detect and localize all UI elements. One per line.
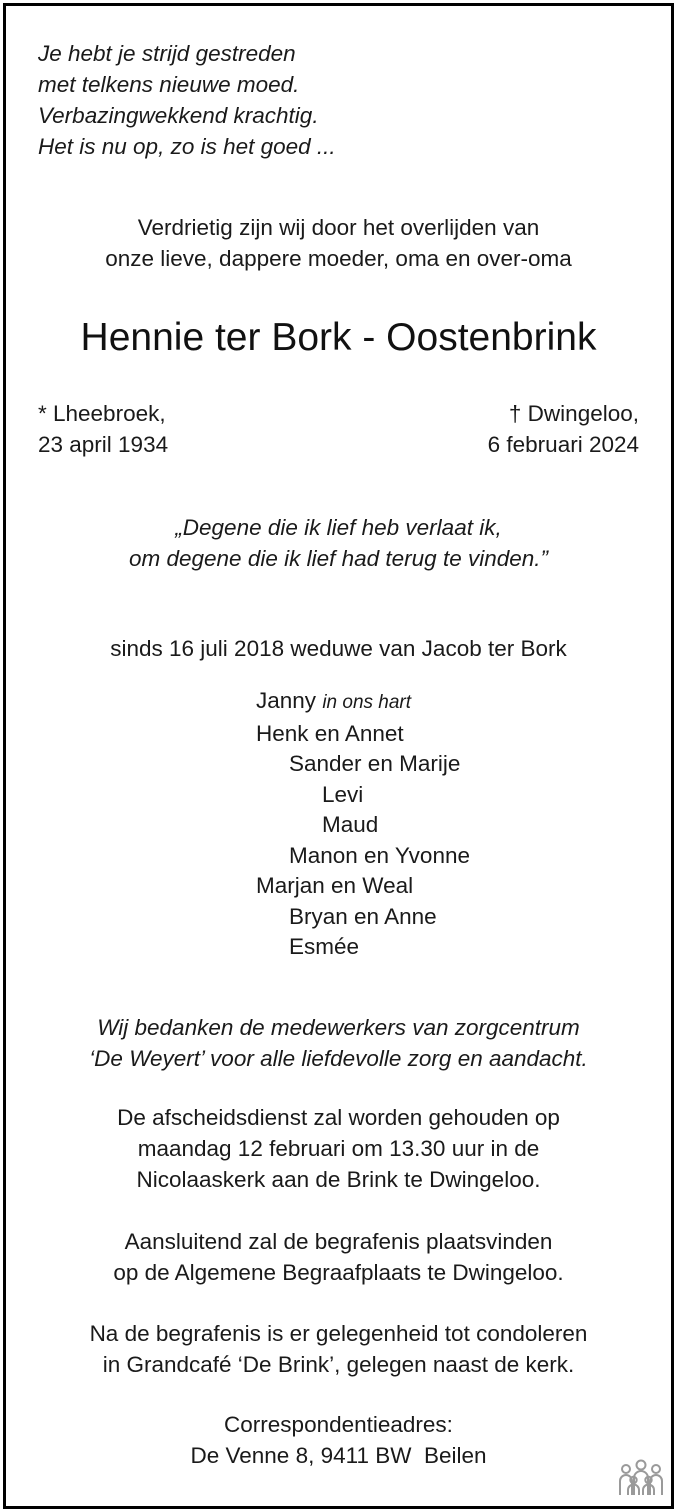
correspondence-address	[0, 1409, 677, 1471]
family-member-name: Marjan en Weal	[256, 873, 414, 898]
death-date: 6 februari 2024	[487, 432, 639, 457]
family-member	[256, 932, 470, 963]
poem-line: met telkens nieuwe moed.	[38, 72, 300, 97]
poem-line: Je hebt je strijd gestreden	[38, 41, 296, 66]
family-member-name: Levi	[322, 781, 364, 807]
family-member	[256, 841, 470, 872]
intro-line: onze lieve, dappere moeder, oma en over-oma	[105, 246, 572, 271]
family-member	[256, 686, 470, 719]
intro-text	[0, 212, 677, 274]
family-member	[256, 719, 470, 750]
family-member-name: Janny	[256, 688, 317, 713]
family-people-icon	[618, 1457, 664, 1497]
family-member-name: Sander en Marije	[289, 751, 461, 776]
service-line: maandag 12 februari om 13.30 uur in de	[137, 1136, 540, 1161]
condolence-line: in Grandcafé ‘De Brink’, gelegen naast de kerk.	[102, 1352, 575, 1377]
burial-line: Aansluitend zal de begrafenis plaatsvinden	[124, 1229, 553, 1254]
family-member-name: Henk en Annet	[256, 720, 404, 746]
address-value: De Venne 8, 9411 BW Beilen	[190, 1443, 487, 1468]
thanks-line: Wij bedanken de medewerkers van zorgcentrum	[97, 1015, 580, 1040]
condolence-text	[0, 1318, 677, 1380]
family-member	[256, 871, 470, 902]
thanks-text	[0, 1012, 677, 1074]
burial-line: op de Algemene Begraafplaats te Dwingeloo.	[113, 1260, 564, 1285]
family-member-name: Bryan en Anne	[289, 903, 437, 929]
poem	[38, 38, 336, 162]
family-member-name: Manon en Yvonne	[289, 842, 470, 868]
service-line: De afscheidsdienst zal worden gehouden op	[117, 1105, 560, 1130]
condolence-line: Na de begrafenis is er gelegenheid tot condoleren	[89, 1321, 588, 1346]
family-member	[256, 810, 470, 841]
poem-line: Verbazingwekkend krachtig.	[38, 103, 319, 128]
death-place: † Dwingeloo,	[508, 401, 639, 426]
birth-info	[38, 398, 168, 460]
quote	[0, 512, 677, 574]
family-member	[256, 749, 470, 780]
quote-line: om degene die ik lief had terug te vinden.”	[128, 546, 549, 571]
widow-line: sinds 16 juli 2018 weduwe van Jacob ter Bork	[110, 636, 567, 661]
poem-line: Het is nu op, zo is het goed ...	[38, 134, 336, 159]
burial-text	[0, 1226, 677, 1288]
address-label: Correspondentieadres:	[224, 1412, 453, 1437]
quote-line: „Degene die ik lief heb verlaat ik,	[175, 515, 502, 540]
family-member	[256, 780, 470, 811]
death-info	[488, 398, 639, 460]
birth-place: * Lheebroek,	[38, 401, 166, 426]
thanks-line: ‘De Weyert’ voor alle liefdevolle zorg en aandacht.	[89, 1046, 588, 1071]
service-line: Nicolaaskerk aan de Brink te Dwingeloo.	[136, 1167, 541, 1192]
family-member-name: Esmée	[289, 934, 360, 959]
intro-line: Verdrietig zijn wij door het overlijden van	[137, 215, 540, 240]
family-member	[256, 902, 470, 933]
family-member-note: in ons hart	[322, 692, 412, 713]
birth-date: 23 april 1934	[38, 432, 169, 457]
family-member-name: Maud	[322, 812, 379, 837]
family-list	[256, 686, 470, 963]
service-text	[0, 1102, 677, 1195]
deceased-name: Hennie ter Bork - Oostenbrink	[80, 316, 597, 359]
